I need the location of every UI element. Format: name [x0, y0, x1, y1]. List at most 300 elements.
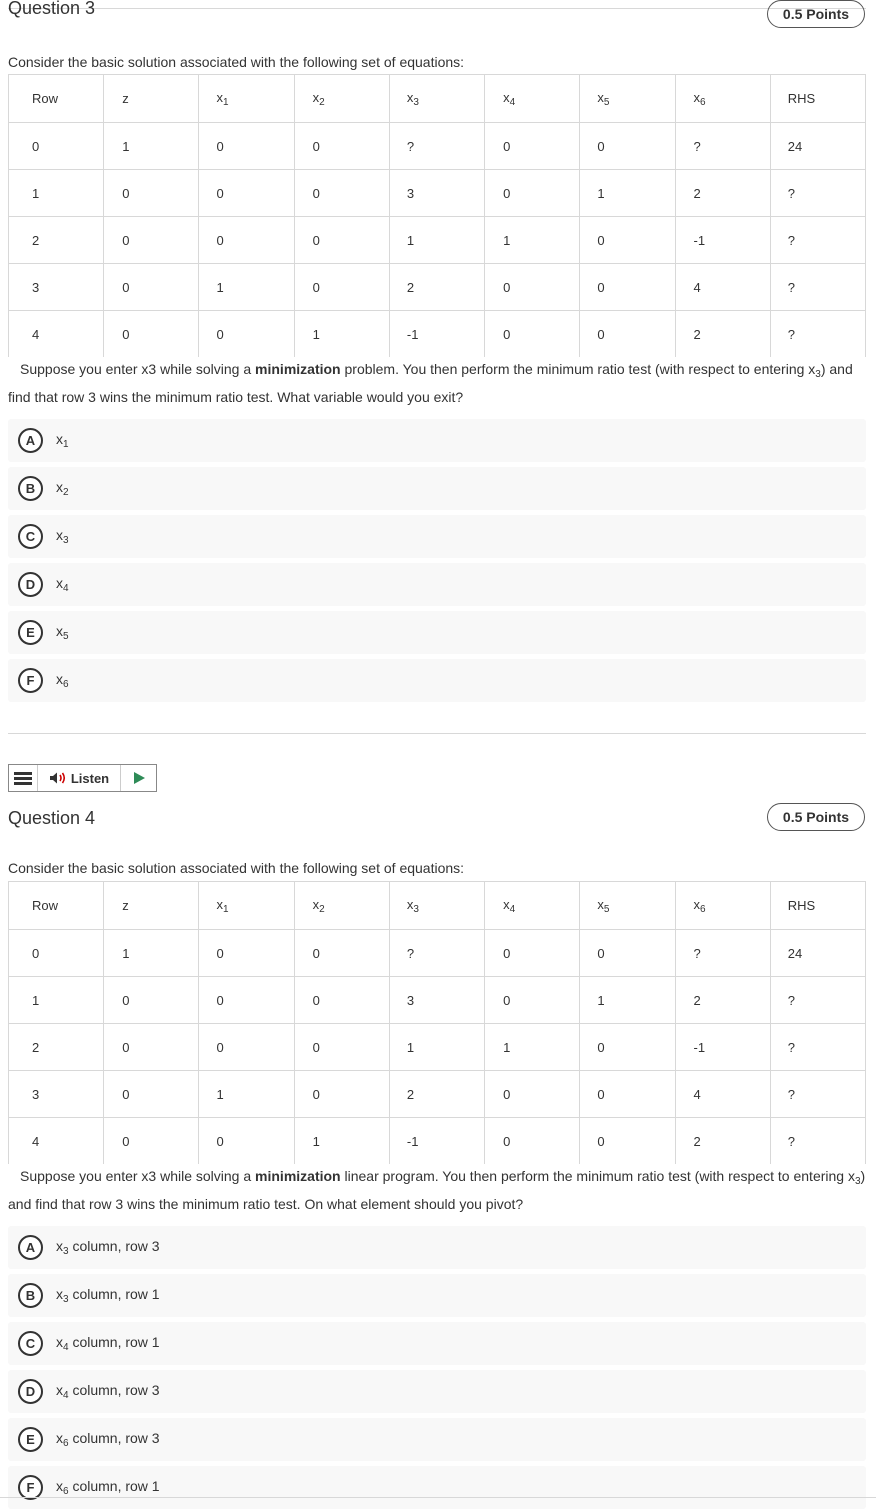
cell-value: 0: [216, 992, 224, 1008]
cell-value: 0: [122, 279, 130, 295]
table-cell: [389, 170, 484, 217]
choice-label: [56, 1382, 160, 1401]
answer-choice-f[interactable]: [8, 1466, 866, 1509]
choice-subscript: 4: [63, 1342, 69, 1353]
cell-value: 1: [216, 1086, 224, 1102]
column-header: [675, 882, 770, 930]
table-cell: [675, 217, 770, 264]
table-cell: [199, 170, 294, 217]
choice-subscript: 4: [63, 583, 69, 594]
answer-choice-a[interactable]: [8, 419, 866, 462]
bottom-divider: [0, 1497, 876, 1498]
table-cell: [9, 930, 104, 977]
table-cell: [485, 1024, 580, 1071]
cell-value: 0: [503, 138, 511, 154]
question-4-intro: Consider the basic solution associated with the following set of equations:: [8, 860, 465, 876]
answer-choice-c[interactable]: [8, 515, 866, 558]
cell-value: 0: [216, 326, 224, 342]
choice-letter-badge[interactable]: A: [18, 1235, 43, 1260]
table-cell: [104, 977, 199, 1024]
cell-value: 0: [312, 992, 320, 1008]
table-cell: [675, 930, 770, 977]
table-cell: [104, 170, 199, 217]
cell-value: 0: [122, 992, 130, 1008]
column-header: [199, 882, 294, 930]
table-cell: [199, 264, 294, 311]
table-cell: [580, 217, 675, 264]
cell-value: 1: [32, 185, 40, 201]
cell-value: 1: [503, 1039, 511, 1055]
cell-value: 0: [597, 326, 605, 342]
column-header-label: z: [122, 898, 129, 913]
table-cell: [294, 264, 389, 311]
table-cell: [485, 123, 580, 170]
cell-value: 0: [312, 232, 320, 248]
table-cell: [104, 123, 199, 170]
table-cell: [770, 1118, 865, 1165]
column-header: [770, 75, 865, 123]
cell-value: -1: [406, 326, 419, 342]
question-text-subscript: 3: [815, 369, 821, 380]
cell-value: 0: [503, 279, 511, 295]
answer-choice-c[interactable]: [8, 1322, 866, 1365]
choice-subscript: 4: [63, 1390, 69, 1401]
question-3-text: [8, 358, 866, 409]
choice-subscript: 2: [63, 487, 69, 498]
question-text-part: row 3: [61, 389, 96, 405]
cell-value: ?: [787, 1086, 795, 1102]
choice-label: [56, 527, 69, 546]
table-cell: [485, 217, 580, 264]
table-cell: [9, 1118, 104, 1165]
table-cell: [104, 1024, 199, 1071]
question-divider: [8, 733, 866, 734]
choice-variable: x: [56, 479, 63, 495]
table-cell: [104, 311, 199, 358]
cell-value: ?: [406, 138, 415, 154]
cell-value: 2: [32, 1039, 40, 1055]
cell-value: 0: [216, 1039, 224, 1055]
table-cell: [9, 1071, 104, 1118]
question-3-intro: Consider the basic solution associated with the following set of equations:: [8, 54, 465, 70]
column-header-label: $x_5$: [597, 896, 610, 915]
question-text-part: wins the minimum ratio test. What variable would you exit?: [95, 389, 464, 405]
table-cell: [485, 930, 580, 977]
cell-value: 0: [122, 1133, 130, 1149]
table-cell: [104, 217, 199, 264]
table-cell: [675, 123, 770, 170]
answer-choice-d[interactable]: [8, 1370, 866, 1413]
question-4-text: [8, 1165, 866, 1216]
cell-value: 0: [216, 945, 224, 961]
cell-value: 0: [503, 185, 511, 201]
column-header-label: $x_2$: [312, 89, 325, 108]
column-header-label: $x_4$: [503, 896, 516, 915]
choice-variable: x: [56, 1382, 63, 1398]
table-cell: [580, 930, 675, 977]
cell-value: 0: [216, 138, 224, 154]
table-cell: [294, 1071, 389, 1118]
table-cell: [104, 930, 199, 977]
table-cell: [9, 977, 104, 1024]
listen-label: Listen: [70, 770, 110, 786]
table-cell: [389, 123, 484, 170]
cell-value: 2: [406, 1086, 415, 1102]
choice-letter-badge[interactable]: D: [18, 1379, 43, 1404]
cell-value: ?: [787, 1133, 795, 1149]
table-cell: [770, 170, 865, 217]
question-text-part: problem. You then perform the minimum ratio test (with respect to entering x: [340, 361, 816, 377]
choice-letter-badge[interactable]: C: [18, 524, 43, 549]
table-cell: [485, 977, 580, 1024]
cell-value: 0: [312, 1039, 320, 1055]
table-cell: [389, 1118, 484, 1165]
cell-value: 1: [406, 232, 415, 248]
cell-value: 24: [787, 945, 803, 961]
choice-label: [56, 431, 69, 450]
column-header-label: RHS: [787, 91, 816, 106]
choice-variable: x: [56, 1286, 63, 1302]
cell-value: 0: [597, 279, 605, 295]
choice-rest: column, row 1: [68, 1334, 160, 1350]
cell-value: 0: [503, 1086, 511, 1102]
table-cell: [9, 1024, 104, 1071]
choice-variable: x: [56, 1430, 63, 1446]
table-cell: [770, 311, 865, 358]
question-text-indent: [8, 361, 20, 377]
column-header: [389, 882, 484, 930]
cell-value: -1: [693, 232, 706, 248]
column-header-label: $x_3$: [406, 89, 419, 108]
choice-subscript: 3: [63, 1294, 69, 1305]
question-text-part: wins the minimum ratio test. On what element should you pivot?: [123, 1196, 524, 1212]
table-cell: [580, 1071, 675, 1118]
question-4-points-badge: 0.5 Points: [767, 803, 865, 831]
question-3-title: Question 3: [8, 0, 96, 18]
column-header-label: $x_1$: [216, 89, 229, 108]
choice-label: [56, 1334, 160, 1353]
table-row: [9, 1071, 866, 1118]
choice-subscript: 6: [63, 679, 69, 690]
question-text-part: Suppose you enter x3 while solving a: [20, 361, 256, 377]
column-header: [199, 75, 294, 123]
cell-value: 0: [597, 1133, 605, 1149]
question-3-tableau: [8, 74, 866, 357]
table-cell: [104, 264, 199, 311]
cell-value: 0: [122, 232, 130, 248]
column-header-label: Row: [32, 898, 59, 913]
cell-value: 1: [122, 945, 130, 961]
cell-value: 1: [312, 1133, 320, 1149]
choice-subscript: 3: [63, 535, 69, 546]
cell-value: 3: [406, 992, 415, 1008]
choice-letter-badge[interactable]: B: [18, 1283, 43, 1308]
column-header-label: $x_6$: [693, 89, 706, 108]
column-header: [9, 75, 104, 123]
cell-value: 0: [216, 232, 224, 248]
choice-letter-badge[interactable]: E: [18, 620, 43, 645]
choice-variable: x: [56, 671, 63, 687]
choice-rest: column, row 3: [68, 1238, 160, 1254]
cell-value: ?: [787, 232, 795, 248]
choice-label: [56, 575, 69, 594]
choice-variable: x: [56, 431, 63, 447]
cell-value: ?: [787, 185, 795, 201]
cell-value: 0: [503, 326, 511, 342]
table-cell: [389, 1071, 484, 1118]
column-header-label: RHS: [787, 898, 816, 913]
cell-value: 1: [597, 992, 605, 1008]
column-header-label: z: [122, 91, 129, 106]
table-cell: [199, 311, 294, 358]
table-row: [9, 123, 866, 170]
column-header: [9, 882, 104, 930]
cell-value: 1: [122, 138, 130, 154]
table-cell: [485, 311, 580, 358]
cell-value: 0: [312, 945, 320, 961]
table-cell: [770, 977, 865, 1024]
column-header: [770, 882, 865, 930]
table-row: [9, 977, 866, 1024]
table-cell: [580, 977, 675, 1024]
cell-value: 2: [693, 326, 701, 342]
choice-rest: column, row 3: [68, 1430, 160, 1446]
cell-value: 0: [122, 1039, 130, 1055]
table-row: [9, 170, 866, 217]
table-cell: [9, 170, 104, 217]
question-text-part: Suppose you enter x3 while solving a: [20, 1168, 256, 1184]
table-cell: [580, 264, 675, 311]
top-divider: [8, 8, 866, 9]
choice-letter-badge[interactable]: F: [18, 1475, 43, 1500]
table-cell: [389, 264, 484, 311]
cell-value: 0: [312, 185, 320, 201]
choice-variable: x: [56, 1334, 63, 1350]
column-header: [389, 75, 484, 123]
cell-value: 0: [312, 279, 320, 295]
cell-value: 4: [693, 1086, 701, 1102]
cell-value: ?: [787, 326, 795, 342]
cell-value: 0: [122, 1086, 130, 1102]
column-header-label: $x_1$: [216, 896, 229, 915]
cell-value: ?: [787, 1039, 795, 1055]
question-text-bold: minimization: [255, 361, 341, 377]
table-cell: [580, 311, 675, 358]
answer-choice-d[interactable]: [8, 563, 866, 606]
choice-variable: x: [56, 1478, 63, 1494]
question-4-tableau: [8, 881, 866, 1164]
cell-value: ?: [787, 279, 795, 295]
table-cell: [485, 1118, 580, 1165]
table-cell: [770, 1071, 865, 1118]
table-cell: [580, 1024, 675, 1071]
column-header: [485, 75, 580, 123]
choice-rest: column, row 1: [68, 1286, 160, 1302]
choice-variable: x: [56, 575, 63, 591]
cell-value: 0: [503, 992, 511, 1008]
table-cell: [199, 1024, 294, 1071]
cell-value: 0: [503, 945, 511, 961]
choice-subscript: 1: [63, 439, 69, 450]
table-cell: [294, 930, 389, 977]
answer-choice-b[interactable]: [8, 1274, 866, 1317]
cell-value: 1: [406, 1039, 415, 1055]
column-header-label: $x_6$: [693, 896, 706, 915]
choice-label: [56, 1430, 160, 1449]
question-3-points-badge: 0.5 Points: [767, 0, 865, 28]
choice-letter-badge[interactable]: D: [18, 572, 43, 597]
question-text-part: ) and find that: [8, 1168, 866, 1212]
answer-choice-e[interactable]: [8, 611, 866, 654]
question-text-indent: [8, 1168, 20, 1184]
choice-label: [56, 479, 69, 498]
cell-value: 1: [32, 992, 40, 1008]
cell-value: 2: [32, 232, 40, 248]
table-row: [9, 217, 866, 264]
cell-value: 1: [503, 232, 511, 248]
listen-button[interactable]: [38, 765, 121, 791]
table-cell: [675, 1071, 770, 1118]
cell-value: ?: [787, 992, 795, 1008]
question-text-bold: minimization: [255, 1168, 341, 1184]
column-header: [485, 882, 580, 930]
cell-value: 0: [216, 1133, 224, 1149]
question-text-subscript: 3: [854, 1176, 861, 1187]
table-cell: [294, 1024, 389, 1071]
listen-play-button[interactable]: [121, 765, 156, 791]
table-cell: [199, 217, 294, 264]
cell-value: ?: [406, 945, 415, 961]
table-cell: [389, 217, 484, 264]
cell-value: 0: [312, 138, 320, 154]
table-row: [9, 264, 866, 311]
table-cell: [294, 1118, 389, 1165]
table-cell: [389, 930, 484, 977]
cell-value: 4: [32, 326, 40, 342]
play-icon: [132, 771, 146, 785]
cell-value: 3: [32, 279, 40, 295]
column-header-label: $x_5$: [597, 89, 610, 108]
column-header: [294, 75, 389, 123]
choice-variable: x: [56, 623, 63, 639]
column-header-label: $x_4$: [503, 89, 516, 108]
table-cell: [675, 1024, 770, 1071]
column-header: [580, 75, 675, 123]
answer-choice-a[interactable]: [8, 1226, 866, 1269]
column-header: [675, 75, 770, 123]
cell-value: 4: [32, 1133, 40, 1149]
cell-value: 0: [503, 1133, 511, 1149]
cell-value: 1: [216, 279, 224, 295]
table-cell: [294, 311, 389, 358]
table-cell: [104, 1118, 199, 1165]
choice-subscript: 6: [63, 1486, 69, 1497]
answer-choice-e[interactable]: [8, 1418, 866, 1461]
table-cell: [389, 1024, 484, 1071]
question-text-part: row 3: [88, 1196, 124, 1212]
column-header-label: $x_3$: [406, 896, 419, 915]
cell-value: 3: [406, 185, 415, 201]
choice-subscript: 3: [63, 1246, 69, 1257]
table-cell: [389, 977, 484, 1024]
table-cell: [770, 123, 865, 170]
table-cell: [770, 1024, 865, 1071]
choice-variable: x: [56, 1238, 63, 1254]
choice-label: [56, 671, 69, 690]
cell-value: 1: [312, 326, 320, 342]
cell-value: 0: [122, 185, 130, 201]
table-cell: [199, 930, 294, 977]
table-cell: [770, 264, 865, 311]
choice-letter-badge[interactable]: F: [18, 668, 43, 693]
table-cell: [675, 311, 770, 358]
cell-value: 0: [312, 1086, 320, 1102]
table-cell: [9, 123, 104, 170]
table-cell: [485, 264, 580, 311]
column-header: [580, 882, 675, 930]
answer-choice-f[interactable]: [8, 659, 866, 702]
column-header: [104, 882, 199, 930]
table-row: [9, 930, 866, 977]
choice-label: [56, 1238, 160, 1257]
cell-value: 2: [693, 1133, 701, 1149]
table-header-row: [9, 882, 866, 930]
table-cell: [9, 217, 104, 264]
table-cell: [9, 264, 104, 311]
table-cell: [580, 1118, 675, 1165]
table-row: [9, 311, 866, 358]
question-text-part: linear program. You then perform the minimum ratio test (with respect to entering x: [340, 1168, 855, 1184]
cell-value: 3: [32, 1086, 40, 1102]
question-text-part: ) and find that: [8, 361, 853, 405]
table-row: [9, 1024, 866, 1071]
cell-value: 0: [597, 1039, 605, 1055]
table-cell: [675, 1118, 770, 1165]
cell-value: 2: [406, 279, 415, 295]
cell-value: 0: [216, 185, 224, 201]
table-cell: [294, 977, 389, 1024]
cell-value: 2: [693, 992, 701, 1008]
choice-rest: column, row 3: [68, 1382, 160, 1398]
table-cell: [675, 264, 770, 311]
table-cell: [199, 1071, 294, 1118]
answer-choice-b[interactable]: [8, 467, 866, 510]
table-cell: [675, 977, 770, 1024]
table-cell: [485, 1071, 580, 1118]
table-header-row: [9, 75, 866, 123]
table-cell: [485, 170, 580, 217]
cell-value: 0: [122, 326, 130, 342]
choice-rest: column, row 1: [68, 1478, 160, 1494]
choice-letter-badge[interactable]: B: [18, 476, 43, 501]
cell-value: 0: [597, 1086, 605, 1102]
table-cell: [675, 170, 770, 217]
listen-menu-button[interactable]: [9, 765, 38, 791]
table-cell: [770, 217, 865, 264]
table-cell: [199, 1118, 294, 1165]
cell-value: 0: [597, 232, 605, 248]
column-header: [104, 75, 199, 123]
choice-letter-badge[interactable]: E: [18, 1427, 43, 1452]
choice-letter-badge[interactable]: C: [18, 1331, 43, 1356]
choice-letter-badge[interactable]: A: [18, 428, 43, 453]
cell-value: 24: [787, 138, 803, 154]
choice-subscript: 6: [63, 1438, 69, 1449]
question-4-title: Question 4: [8, 808, 96, 828]
table-cell: [9, 311, 104, 358]
cell-value: ?: [693, 138, 701, 154]
table-cell: [294, 170, 389, 217]
